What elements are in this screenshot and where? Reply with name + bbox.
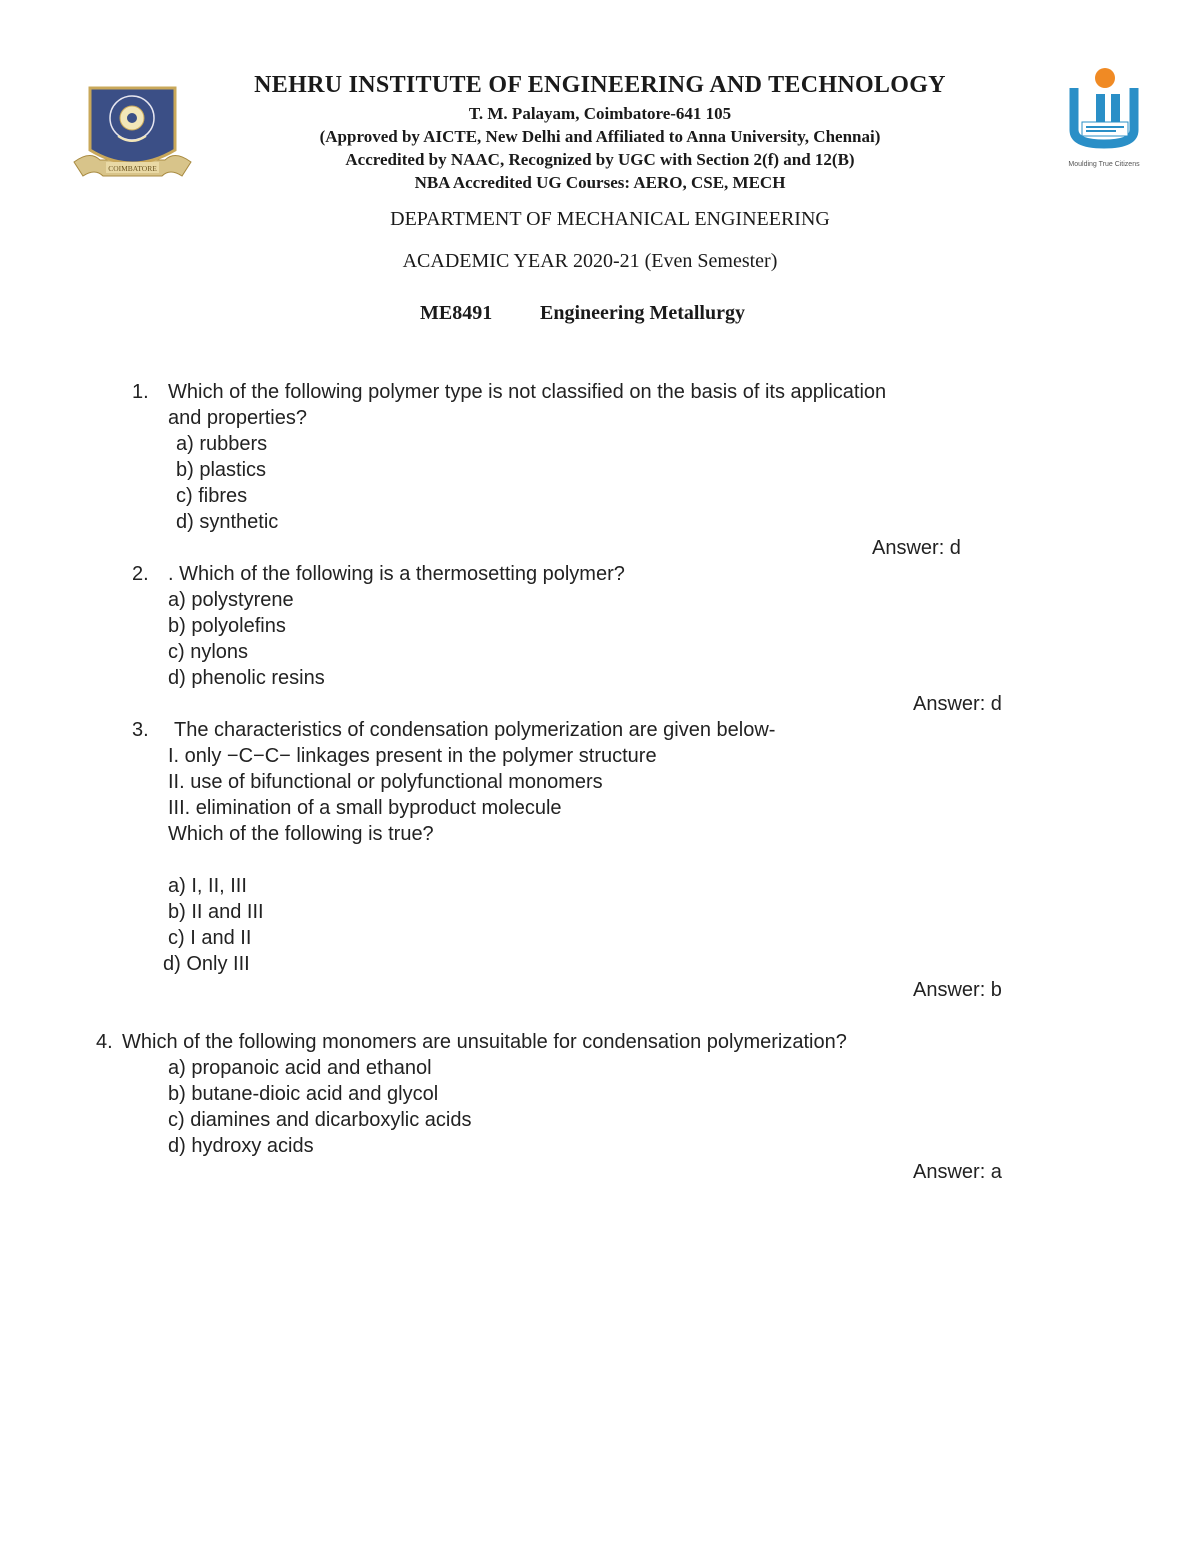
option-item: b) II and III	[168, 901, 264, 923]
option-item: a) I, II, III	[168, 875, 247, 897]
statement-item: II. use of bifunctional or polyfunctional monomers	[168, 771, 603, 793]
answer-label: Answer: d	[913, 693, 1002, 715]
option-item: c) fibres	[176, 485, 248, 507]
statement-item: III. elimination of a small byproduct molecule	[168, 797, 562, 819]
option-item: c) diamines and dicarboxylic acids	[168, 1109, 472, 1131]
answer-label: Answer: b	[913, 979, 1002, 1001]
question-text: Which of the following monomers are unsuitable for condensation polymerization?	[122, 1031, 847, 1053]
option-item: b) plastics	[176, 459, 267, 481]
option-item: d) phenolic resins	[168, 667, 325, 689]
question-number: 1.	[132, 381, 149, 403]
option-item: d) hydroxy acids	[168, 1135, 314, 1157]
department-heading: DEPARTMENT OF MECHANICAL ENGINEERING	[390, 208, 830, 230]
question-text: The characteristics of condensation polymerization are given below-	[174, 719, 776, 741]
question-number: 2.	[132, 563, 149, 585]
question-number: 3.	[132, 719, 149, 741]
course-code: ME8491	[420, 302, 493, 324]
option-item: d) Only III	[163, 953, 250, 975]
option-item: a) rubbers	[176, 433, 268, 455]
answer-label: Answer: a	[913, 1161, 1002, 1183]
question-number: 4.	[96, 1031, 113, 1053]
option-item: a) polystyrene	[168, 589, 294, 611]
institute-address: T. M. Palayam, Coimbatore-641 105	[468, 104, 732, 123]
nba-line: NBA Accredited UG Courses: AERO, CSE, MECH	[414, 173, 786, 192]
question-text: and properties?	[168, 407, 307, 429]
svg-text:COIMBATORE: COIMBATORE	[108, 164, 157, 173]
answer-label: Answer: d	[872, 537, 961, 559]
svg-text:Moulding True Citizens: Moulding True Citizens	[1068, 161, 1140, 168]
option-item: a) propanoic acid and ethanol	[168, 1057, 432, 1079]
question-text: . Which of the following is a thermosetting polymer?	[168, 563, 625, 585]
approval-line: (Approved by AICTE, New Delhi and Affiliated to Anna University, Chennai)	[319, 127, 881, 146]
accreditation-line: Accredited by NAAC, Recognized by UGC with Section 2(f) and 12(B)	[345, 150, 855, 169]
option-item: b) polyolefins	[168, 615, 286, 637]
question-text: Which of the following polymer type is not classified on the basis of its application	[168, 381, 887, 403]
option-item: c) I and II	[168, 927, 252, 949]
option-item: d) synthetic	[176, 511, 279, 533]
statement-item: I. only −C−C− linkages present in the polymer structure	[168, 745, 657, 767]
course-title: Engineering Metallurgy	[540, 302, 745, 324]
academic-year: ACADEMIC YEAR 2020-21 (Even Semester)	[402, 250, 778, 272]
option-item: c) nylons	[168, 641, 249, 663]
institute-name: NEHRU INSTITUTE OF ENGINEERING AND TECHNOLOGY	[254, 72, 946, 98]
question-text: Which of the following is true?	[168, 823, 434, 845]
option-item: b) butane-dioic acid and glycol	[168, 1083, 439, 1105]
